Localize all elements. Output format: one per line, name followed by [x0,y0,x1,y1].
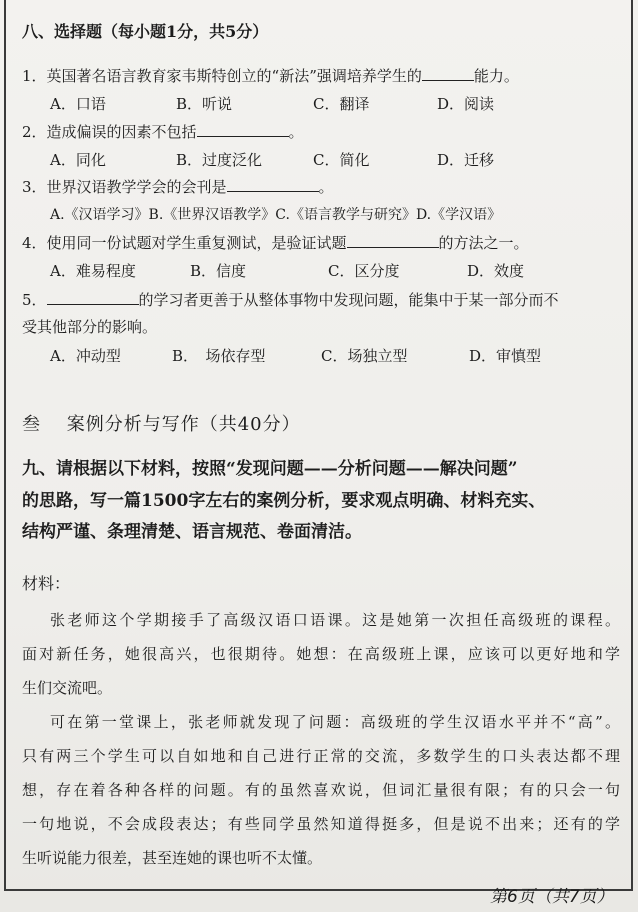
question-2 [22,122,304,142]
question-2-text: 2．造成偏误的因素不包括 [22,123,197,141]
material-line: 张老师这个学期接手了高级汉语口语课。这是她第一次担任高级班的课程。 [50,611,620,629]
section9-line-3: 结构严谨、条理清楚、语言规范、卷面清洁。 [22,522,362,542]
answer-blank [227,177,319,192]
q4-option-d: D．效度 [467,262,525,280]
material-line: 一句地说，不会成段表达；有些同学虽然知道得挺多，但是说不出来；还有的学 [22,815,620,833]
answer-blank [347,233,439,248]
q5-option-c: C．场独立型 [321,347,408,365]
frame-right-border [631,0,633,890]
material-line: 生们交流吧。 [22,679,113,697]
question-4 [22,233,529,253]
material-line: 可在第一堂课上，张老师就发现了问题：高级班的学生汉语水平并不“高”。 [50,713,620,731]
question-4-text: 4．使用同一份试题对学生重复测试，是验证试题 [22,234,347,252]
page-number: 第6页（共7页） [490,887,614,907]
section9-line-2: 的思路，写一篇1500字左右的案例分析，要求观点明确、材料充实、 [22,491,546,511]
material-line: 面对新任务，她很高兴，也很期待。她想：在高级班上课，应该可以更好地和学 [22,645,620,663]
q2-option-d: D．迁移 [437,151,495,169]
question-1-text: 1．英国著名语言教育家韦斯特创立的“新法”强调培养学生的 [22,67,422,85]
question-3-tail: 。 [318,178,334,196]
question-5 [22,290,559,310]
q2-option-a: A．同化 [50,151,106,169]
section8-title: 八、选择题（每小题1分，共5分） [22,22,269,41]
question-5-line2: 受其他部分的影响。 [22,318,158,336]
material-line: 想，存在着各种各样的问题。有的虽然喜欢说，但词汇量很有限；有的只会一句 [22,781,620,799]
q1-option-b: B．听说 [176,95,233,113]
answer-blank [47,290,139,305]
question-3 [22,177,334,197]
q5-option-b: B． 场依存型 [172,347,266,365]
q1-option-c: C．翻译 [313,95,370,113]
question-3-text: 3．世界汉语教学学会的会刊是 [22,178,227,196]
question-1-tail: 能力。 [473,67,519,85]
q4-option-b: B．信度 [190,262,247,280]
question-4-tail: 的方法之一。 [438,234,529,252]
q4-option-c: C．区分度 [328,262,400,280]
question-5-text: 的学习者更善于从整体事物中发现问题，能集中于某一部分而不 [138,291,559,309]
question-5-number: 5． [22,291,47,309]
material-label: 材料： [22,574,71,593]
material-line: 只有两三个学生可以自如地和自己进行正常的交流，多数学生的口头表达都不理 [22,747,620,765]
q2-option-c: C．简化 [313,151,370,169]
frame-left-border [4,0,6,890]
q2-option-b: B．过度泛化 [176,151,263,169]
q5-option-a: A．冲动型 [50,347,121,365]
part-three-title: 叁 案例分析与写作（共40分） [22,414,301,435]
material-line: 生听说能力很差，甚至连她的课也听不太懂。 [22,849,323,867]
section9-line-1: 九、请根据以下材料，按照“发现问题——分析问题——解决问题” [22,459,518,479]
q5-option-d: D．审慎型 [469,347,542,365]
q3-options: A.《汉语学习》B.《世界汉语教学》C.《语言教学与研究》D.《学汉语》 [50,207,502,223]
answer-blank [422,66,474,81]
q1-option-d: D．阅读 [437,95,495,113]
question-2-tail: 。 [288,123,304,141]
answer-blank [197,122,289,137]
q4-option-a: A．难易程度 [50,262,136,280]
question-1 [22,66,519,86]
q1-option-a: A．口语 [50,95,106,113]
